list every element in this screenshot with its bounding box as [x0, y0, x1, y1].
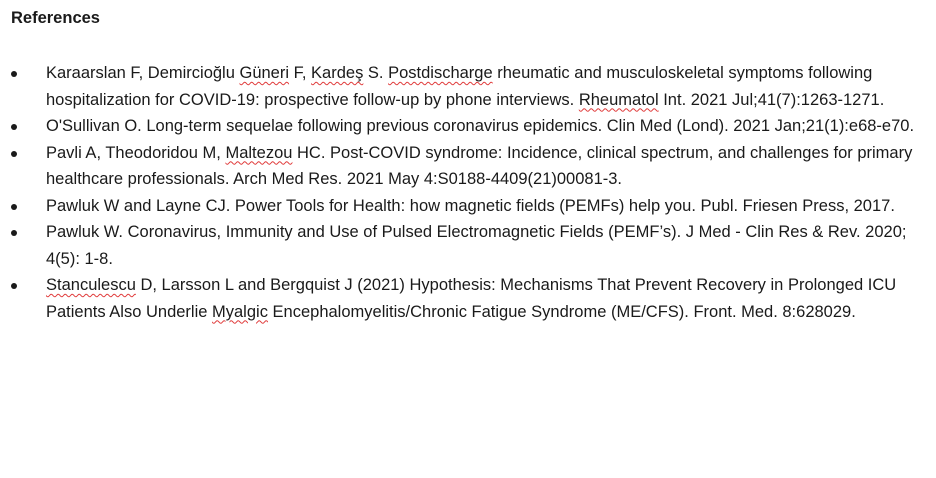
bullet-icon: [11, 230, 17, 236]
reference-text: [46, 140, 930, 193]
reference-item: [0, 113, 936, 140]
reference-text-segment: Pawluk W and Layne CJ. Power Tools for Health: how magnetic fields (PEMFs) help you. Publ. Friesen Press, 2017.: [46, 196, 895, 215]
reference-item: [0, 272, 936, 325]
bullet-icon: [11, 204, 17, 210]
reference-text-segment: F,: [289, 64, 312, 82]
reference-text-segment: Karaarslan F, Demircioğlu: [46, 64, 240, 82]
reference-text-segment: Pawluk W. Coronavirus, Immunity and Use of Pulsed Electromagnetic Fields (PEMF’s). J Med - Clin Res & Rev. 2020; 4(5): 1-8.: [46, 223, 907, 268]
spellcheck-flagged-word: Postdischarge: [388, 64, 493, 82]
reference-item: [0, 60, 936, 113]
reference-text-segment: Int. 2021 Jul;41(7):1263-1271.: [658, 90, 885, 109]
reference-text-segment: HC. Post-COVID syndrome: Incidence, clinical spectrum, and challenges for primary healthcare professionals. Arch Med Res. 2021 May 4:S0188-4409(21)00081-3.: [46, 143, 913, 188]
bullet-icon: [11, 71, 17, 77]
spellcheck-flagged-word: Kardeş: [311, 64, 364, 82]
reference-text: [46, 193, 930, 220]
reference-item: [0, 219, 936, 272]
reference-text-segment: D, Larsson L and Bergquist J (2021) Hypothesis: Mechanisms That Prevent Recovery in Prolonged ICU Patients Also Underlie: [46, 276, 897, 321]
spellcheck-flagged-word: Rheumatol: [578, 90, 659, 109]
bullet-icon: [11, 124, 17, 130]
reference-text: [46, 60, 930, 113]
reference-item: [0, 193, 936, 220]
spellcheck-flagged-word: Stanculescu: [46, 276, 136, 294]
reference-text-segment: rheumatic and musculoskeletal symptoms following hospitalization for COVID-19: prospective follow-up by phone interviews.: [46, 64, 873, 109]
reference-text-segment: Encephalomyelitis/Chronic Fatigue Syndrome (ME/CFS). Front. Med. 8:628029.: [267, 302, 856, 321]
references-heading: References: [11, 9, 100, 27]
reference-item: [0, 140, 936, 193]
reference-text: [46, 219, 930, 272]
reference-text: [46, 113, 930, 140]
reference-text-segment: S.: [363, 64, 389, 82]
reference-text-segment: Pavli A, Theodoridou M,: [46, 143, 226, 162]
spellcheck-flagged-word: Güneri: [239, 64, 290, 82]
bullet-icon: [11, 151, 17, 157]
reference-text-segment: O'Sullivan O. Long-term sequelae following previous coronavirus epidemics. Clin Med (Lond). 2021 Jan;21(1):e68-e70.: [46, 117, 915, 135]
references-list: [0, 60, 936, 325]
bullet-icon: [11, 283, 17, 289]
spellcheck-flagged-word: Myalgic: [212, 302, 268, 321]
reference-text: [46, 272, 930, 325]
spellcheck-flagged-word: Maltezou: [225, 143, 293, 162]
